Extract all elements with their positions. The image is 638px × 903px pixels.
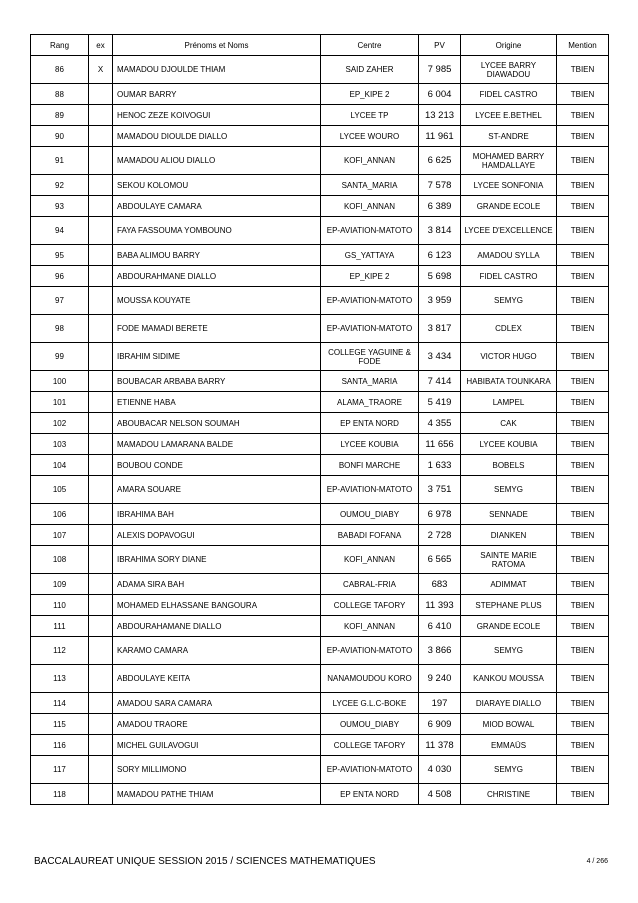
ex-cell — [89, 217, 113, 245]
centre-cell: KOFI_ANNAN — [321, 616, 419, 637]
rang-cell: 110 — [31, 595, 89, 616]
rang-cell: 104 — [31, 455, 89, 476]
origine-cell: CHRISTINE — [461, 784, 557, 805]
mention-cell: TBIEN — [557, 343, 609, 371]
mention-cell: TBIEN — [557, 714, 609, 735]
name-cell: AMARA SOUARE — [113, 476, 321, 504]
table-row — [31, 105, 609, 126]
rang-cell: 93 — [31, 196, 89, 217]
origine-cell: EMMAÜS — [461, 735, 557, 756]
rang-cell: 95 — [31, 245, 89, 266]
rang-cell: 100 — [31, 371, 89, 392]
centre-cell: LYCEE TP — [321, 105, 419, 126]
name-cell: ABDOURAHMANE DIALLO — [113, 266, 321, 287]
origine-cell: AMADOU SYLLA — [461, 245, 557, 266]
header-ex: ex — [89, 35, 113, 56]
name-cell: BOUBACAR ARBABA BARRY — [113, 371, 321, 392]
origine-cell: CDLEX — [461, 315, 557, 343]
centre-cell: EP-AVIATION-MATOTO — [321, 287, 419, 315]
centre-cell: LYCEE KOUBIA — [321, 434, 419, 455]
table-row — [31, 756, 609, 784]
centre-cell: EP-AVIATION-MATOTO — [321, 217, 419, 245]
footer-title: BACCALAUREAT UNIQUE SESSION 2015 / SCIENCES MATHEMATIQUES — [34, 856, 376, 867]
ex-cell — [89, 665, 113, 693]
header-centre: Centre — [321, 35, 419, 56]
ex-cell — [89, 546, 113, 574]
ex-cell — [89, 84, 113, 105]
rang-cell: 97 — [31, 287, 89, 315]
origine-cell: LYCEE KOUBIA — [461, 434, 557, 455]
table-row — [31, 637, 609, 665]
name-cell: IBRAHIMA SORY DIANE — [113, 546, 321, 574]
name-cell: MAMADOU DIOULDE DIALLO — [113, 126, 321, 147]
centre-cell: KOFI_ANNAN — [321, 546, 419, 574]
name-cell: IBRAHIMA BAH — [113, 504, 321, 525]
centre-cell: OUMOU_DIABY — [321, 714, 419, 735]
mention-cell: TBIEN — [557, 175, 609, 196]
pv-cell: 7 985 — [419, 56, 461, 84]
centre-cell: EP-AVIATION-MATOTO — [321, 315, 419, 343]
table-row — [31, 595, 609, 616]
mention-cell: TBIEN — [557, 266, 609, 287]
pv-cell: 4 355 — [419, 413, 461, 434]
rang-cell: 91 — [31, 147, 89, 175]
table-row — [31, 147, 609, 175]
mention-cell: TBIEN — [557, 217, 609, 245]
ex-cell — [89, 126, 113, 147]
rang-cell: 117 — [31, 756, 89, 784]
ex-cell — [89, 525, 113, 546]
table-row — [31, 455, 609, 476]
origine-cell: SEMYG — [461, 756, 557, 784]
rang-cell: 90 — [31, 126, 89, 147]
ex-cell — [89, 287, 113, 315]
ex-cell — [89, 574, 113, 595]
ex-cell — [89, 245, 113, 266]
table-row — [31, 665, 609, 693]
centre-cell: EP-AVIATION-MATOTO — [321, 476, 419, 504]
mention-cell: TBIEN — [557, 196, 609, 217]
rang-cell: 92 — [31, 175, 89, 196]
mention-cell: TBIEN — [557, 525, 609, 546]
pv-cell: 6 978 — [419, 504, 461, 525]
name-cell: ADAMA SIRA BAH — [113, 574, 321, 595]
table-row — [31, 714, 609, 735]
pv-cell: 2 728 — [419, 525, 461, 546]
pv-cell: 4 030 — [419, 756, 461, 784]
centre-cell: KOFI_ANNAN — [321, 196, 419, 217]
centre-cell: CABRAL-FRIA — [321, 574, 419, 595]
ex-cell — [89, 637, 113, 665]
table-row — [31, 84, 609, 105]
header-rang: Rang — [31, 35, 89, 56]
mention-cell: TBIEN — [557, 574, 609, 595]
name-cell: SEKOU KOLOMOU — [113, 175, 321, 196]
rang-cell: 89 — [31, 105, 89, 126]
pv-cell: 5 698 — [419, 266, 461, 287]
rang-cell: 118 — [31, 784, 89, 805]
table-body — [31, 56, 609, 805]
name-cell: FODE MAMADI BERETE — [113, 315, 321, 343]
ex-cell — [89, 343, 113, 371]
centre-cell: COLLEGE TAFORY — [321, 595, 419, 616]
centre-cell: ALAMA_TRAORE — [321, 392, 419, 413]
pv-cell: 7 414 — [419, 371, 461, 392]
origine-cell: DIANKEN — [461, 525, 557, 546]
origine-cell: LYCEE D'EXCELLENCE — [461, 217, 557, 245]
centre-cell: EP_KIPE 2 — [321, 84, 419, 105]
pv-cell: 6 123 — [419, 245, 461, 266]
name-cell: MICHEL GUILAVOGUI — [113, 735, 321, 756]
rang-cell: 107 — [31, 525, 89, 546]
ex-cell — [89, 784, 113, 805]
rang-cell: 108 — [31, 546, 89, 574]
pv-cell: 4 508 — [419, 784, 461, 805]
table-row — [31, 266, 609, 287]
mention-cell: TBIEN — [557, 784, 609, 805]
mention-cell: TBIEN — [557, 756, 609, 784]
pv-cell: 11 961 — [419, 126, 461, 147]
table-row — [31, 343, 609, 371]
header-name: Prénoms et Noms — [113, 35, 321, 56]
pv-cell: 11 656 — [419, 434, 461, 455]
ex-cell — [89, 175, 113, 196]
rang-cell: 115 — [31, 714, 89, 735]
mention-cell: TBIEN — [557, 245, 609, 266]
name-cell: ETIENNE HABA — [113, 392, 321, 413]
ex-cell — [89, 315, 113, 343]
pv-cell: 11 378 — [419, 735, 461, 756]
centre-cell: COLLEGE YAGUINE & FODE — [321, 343, 419, 371]
centre-cell: LYCEE G.L.C-BOKE — [321, 693, 419, 714]
header-mention: Mention — [557, 35, 609, 56]
centre-cell: EP ENTA NORD — [321, 784, 419, 805]
origine-cell: BOBELS — [461, 455, 557, 476]
origine-cell: ST-ANDRE — [461, 126, 557, 147]
ex-cell — [89, 196, 113, 217]
centre-cell: EP_KIPE 2 — [321, 266, 419, 287]
name-cell: MOUSSA KOUYATE — [113, 287, 321, 315]
table-row — [31, 546, 609, 574]
origine-cell: LYCEE BARRY DIAWADOU — [461, 56, 557, 84]
ex-cell — [89, 371, 113, 392]
pv-cell: 3 817 — [419, 315, 461, 343]
table-row — [31, 413, 609, 434]
mention-cell: TBIEN — [557, 455, 609, 476]
ex-cell — [89, 476, 113, 504]
ex-cell — [89, 434, 113, 455]
centre-cell: EP-AVIATION-MATOTO — [321, 756, 419, 784]
mention-cell: TBIEN — [557, 637, 609, 665]
ex-cell — [89, 756, 113, 784]
rang-cell: 94 — [31, 217, 89, 245]
mention-cell: TBIEN — [557, 735, 609, 756]
centre-cell: KOFI_ANNAN — [321, 147, 419, 175]
mention-cell: TBIEN — [557, 665, 609, 693]
name-cell: FAYA FASSOUMA YOMBOUNO — [113, 217, 321, 245]
origine-cell: SAINTE MARIE RATOMA — [461, 546, 557, 574]
rang-cell: 101 — [31, 392, 89, 413]
pv-cell: 3 814 — [419, 217, 461, 245]
name-cell: ABDOULAYE KEITA — [113, 665, 321, 693]
origine-cell: FIDEL CASTRO — [461, 84, 557, 105]
ex-cell — [89, 504, 113, 525]
centre-cell: EP ENTA NORD — [321, 413, 419, 434]
pv-cell: 6 389 — [419, 196, 461, 217]
rang-cell: 109 — [31, 574, 89, 595]
mention-cell: TBIEN — [557, 504, 609, 525]
origine-cell: STEPHANE PLUS — [461, 595, 557, 616]
origine-cell: FIDEL CASTRO — [461, 266, 557, 287]
table-row — [31, 175, 609, 196]
mention-cell: TBIEN — [557, 595, 609, 616]
origine-cell: LAMPEL — [461, 392, 557, 413]
table-row — [31, 735, 609, 756]
name-cell: IBRAHIM SIDIME — [113, 343, 321, 371]
origine-cell: KANKOU MOUSSA — [461, 665, 557, 693]
rang-cell: 116 — [31, 735, 89, 756]
table-row — [31, 616, 609, 637]
mention-cell: TBIEN — [557, 56, 609, 84]
table-row — [31, 574, 609, 595]
table-row — [31, 126, 609, 147]
mention-cell: TBIEN — [557, 126, 609, 147]
centre-cell: GS_YATTAYA — [321, 245, 419, 266]
name-cell: MAMADOU LAMARANA BALDE — [113, 434, 321, 455]
origine-cell: MIOD BOWAL — [461, 714, 557, 735]
rang-cell: 98 — [31, 315, 89, 343]
rang-cell: 99 — [31, 343, 89, 371]
mention-cell: TBIEN — [557, 392, 609, 413]
header-pv: PV — [419, 35, 461, 56]
table-row — [31, 504, 609, 525]
pv-cell: 6 565 — [419, 546, 461, 574]
rang-cell: 113 — [31, 665, 89, 693]
centre-cell: BONFI MARCHE — [321, 455, 419, 476]
origine-cell: HABIBATA TOUNKARA — [461, 371, 557, 392]
name-cell: SORY MILLIMONO — [113, 756, 321, 784]
rang-cell: 96 — [31, 266, 89, 287]
ex-cell — [89, 616, 113, 637]
ex-cell — [89, 105, 113, 126]
centre-cell: NANAMOUDOU KORO — [321, 665, 419, 693]
origine-cell: CAK — [461, 413, 557, 434]
name-cell: ABDOURAHAMANE DIALLO — [113, 616, 321, 637]
ex-cell — [89, 455, 113, 476]
pv-cell: 683 — [419, 574, 461, 595]
table-row — [31, 784, 609, 805]
name-cell: MAMADOU DJOULDE THIAM — [113, 56, 321, 84]
table-row — [31, 392, 609, 413]
mention-cell: TBIEN — [557, 413, 609, 434]
name-cell: HENOC ZEZE KOIVOGUI — [113, 105, 321, 126]
centre-cell: SANTA_MARIA — [321, 371, 419, 392]
rang-cell: 106 — [31, 504, 89, 525]
origine-cell: LYCEE E.BETHEL — [461, 105, 557, 126]
pv-cell: 3 751 — [419, 476, 461, 504]
mention-cell: TBIEN — [557, 434, 609, 455]
pv-cell: 6 410 — [419, 616, 461, 637]
origine-cell: LYCEE SONFONIA — [461, 175, 557, 196]
centre-cell: COLLEGE TAFORY — [321, 735, 419, 756]
origine-cell: SENNADE — [461, 504, 557, 525]
pv-cell: 13 213 — [419, 105, 461, 126]
table-row — [31, 56, 609, 84]
pv-cell: 7 578 — [419, 175, 461, 196]
header-origine: Origine — [461, 35, 557, 56]
pv-cell: 6 625 — [419, 147, 461, 175]
ex-cell — [89, 392, 113, 413]
centre-cell: OUMOU_DIABY — [321, 504, 419, 525]
page-number: 4 / 266 — [586, 858, 608, 865]
table-row — [31, 245, 609, 266]
table-row — [31, 287, 609, 315]
name-cell: ABDOULAYE CAMARA — [113, 196, 321, 217]
origine-cell: DIARAYE DIALLO — [461, 693, 557, 714]
table-row — [31, 476, 609, 504]
name-cell: AMADOU SARA CAMARA — [113, 693, 321, 714]
ex-cell — [89, 714, 113, 735]
origine-cell: SEMYG — [461, 287, 557, 315]
pv-cell: 3 434 — [419, 343, 461, 371]
name-cell: MAMADOU ALIOU DIALLO — [113, 147, 321, 175]
mention-cell: TBIEN — [557, 105, 609, 126]
ex-cell: X — [89, 56, 113, 84]
name-cell: BOUBOU CONDE — [113, 455, 321, 476]
rang-cell: 105 — [31, 476, 89, 504]
origine-cell: MOHAMED BARRY HAMDALLAYE — [461, 147, 557, 175]
ex-cell — [89, 735, 113, 756]
table-row — [31, 315, 609, 343]
origine-cell: GRANDE ECOLE — [461, 196, 557, 217]
pv-cell: 6 909 — [419, 714, 461, 735]
origine-cell: GRANDE ECOLE — [461, 616, 557, 637]
ex-cell — [89, 693, 113, 714]
pv-cell: 9 240 — [419, 665, 461, 693]
name-cell: MOHAMED ELHASSANE BANGOURA — [113, 595, 321, 616]
origine-cell: VICTOR HUGO — [461, 343, 557, 371]
results-table — [30, 34, 609, 805]
name-cell: MAMADOU PATHE THIAM — [113, 784, 321, 805]
rang-cell: 102 — [31, 413, 89, 434]
name-cell: OUMAR BARRY — [113, 84, 321, 105]
table-row — [31, 371, 609, 392]
pv-cell: 11 393 — [419, 595, 461, 616]
rang-cell: 103 — [31, 434, 89, 455]
origine-cell: SEMYG — [461, 637, 557, 665]
pv-cell: 197 — [419, 693, 461, 714]
table-row — [31, 217, 609, 245]
rang-cell: 112 — [31, 637, 89, 665]
rang-cell: 111 — [31, 616, 89, 637]
rang-cell: 86 — [31, 56, 89, 84]
ex-cell — [89, 595, 113, 616]
centre-cell: LYCEE WOURO — [321, 126, 419, 147]
centre-cell: SANTA_MARIA — [321, 175, 419, 196]
pv-cell: 1 633 — [419, 455, 461, 476]
centre-cell: BABADI FOFANA — [321, 525, 419, 546]
pv-cell: 5 419 — [419, 392, 461, 413]
pv-cell: 3 959 — [419, 287, 461, 315]
table-row — [31, 525, 609, 546]
origine-cell: ADIMMAT — [461, 574, 557, 595]
centre-cell: EP-AVIATION-MATOTO — [321, 637, 419, 665]
mention-cell: TBIEN — [557, 616, 609, 637]
mention-cell: TBIEN — [557, 84, 609, 105]
ex-cell — [89, 147, 113, 175]
ex-cell — [89, 266, 113, 287]
origine-cell: SEMYG — [461, 476, 557, 504]
mention-cell: TBIEN — [557, 476, 609, 504]
mention-cell: TBIEN — [557, 371, 609, 392]
centre-cell: SAID ZAHER — [321, 56, 419, 84]
header-row — [31, 35, 609, 56]
name-cell: ABOUBACAR NELSON SOUMAH — [113, 413, 321, 434]
table-row — [31, 434, 609, 455]
table-row — [31, 693, 609, 714]
name-cell: BABA ALIMOU BARRY — [113, 245, 321, 266]
mention-cell: TBIEN — [557, 287, 609, 315]
mention-cell: TBIEN — [557, 546, 609, 574]
pv-cell: 6 004 — [419, 84, 461, 105]
name-cell: ALEXIS DOPAVOGUI — [113, 525, 321, 546]
table-row — [31, 196, 609, 217]
rang-cell: 114 — [31, 693, 89, 714]
mention-cell: TBIEN — [557, 693, 609, 714]
mention-cell: TBIEN — [557, 147, 609, 175]
rang-cell: 88 — [31, 84, 89, 105]
name-cell: AMADOU TRAORE — [113, 714, 321, 735]
name-cell: KARAMO CAMARA — [113, 637, 321, 665]
pv-cell: 3 866 — [419, 637, 461, 665]
ex-cell — [89, 413, 113, 434]
mention-cell: TBIEN — [557, 315, 609, 343]
